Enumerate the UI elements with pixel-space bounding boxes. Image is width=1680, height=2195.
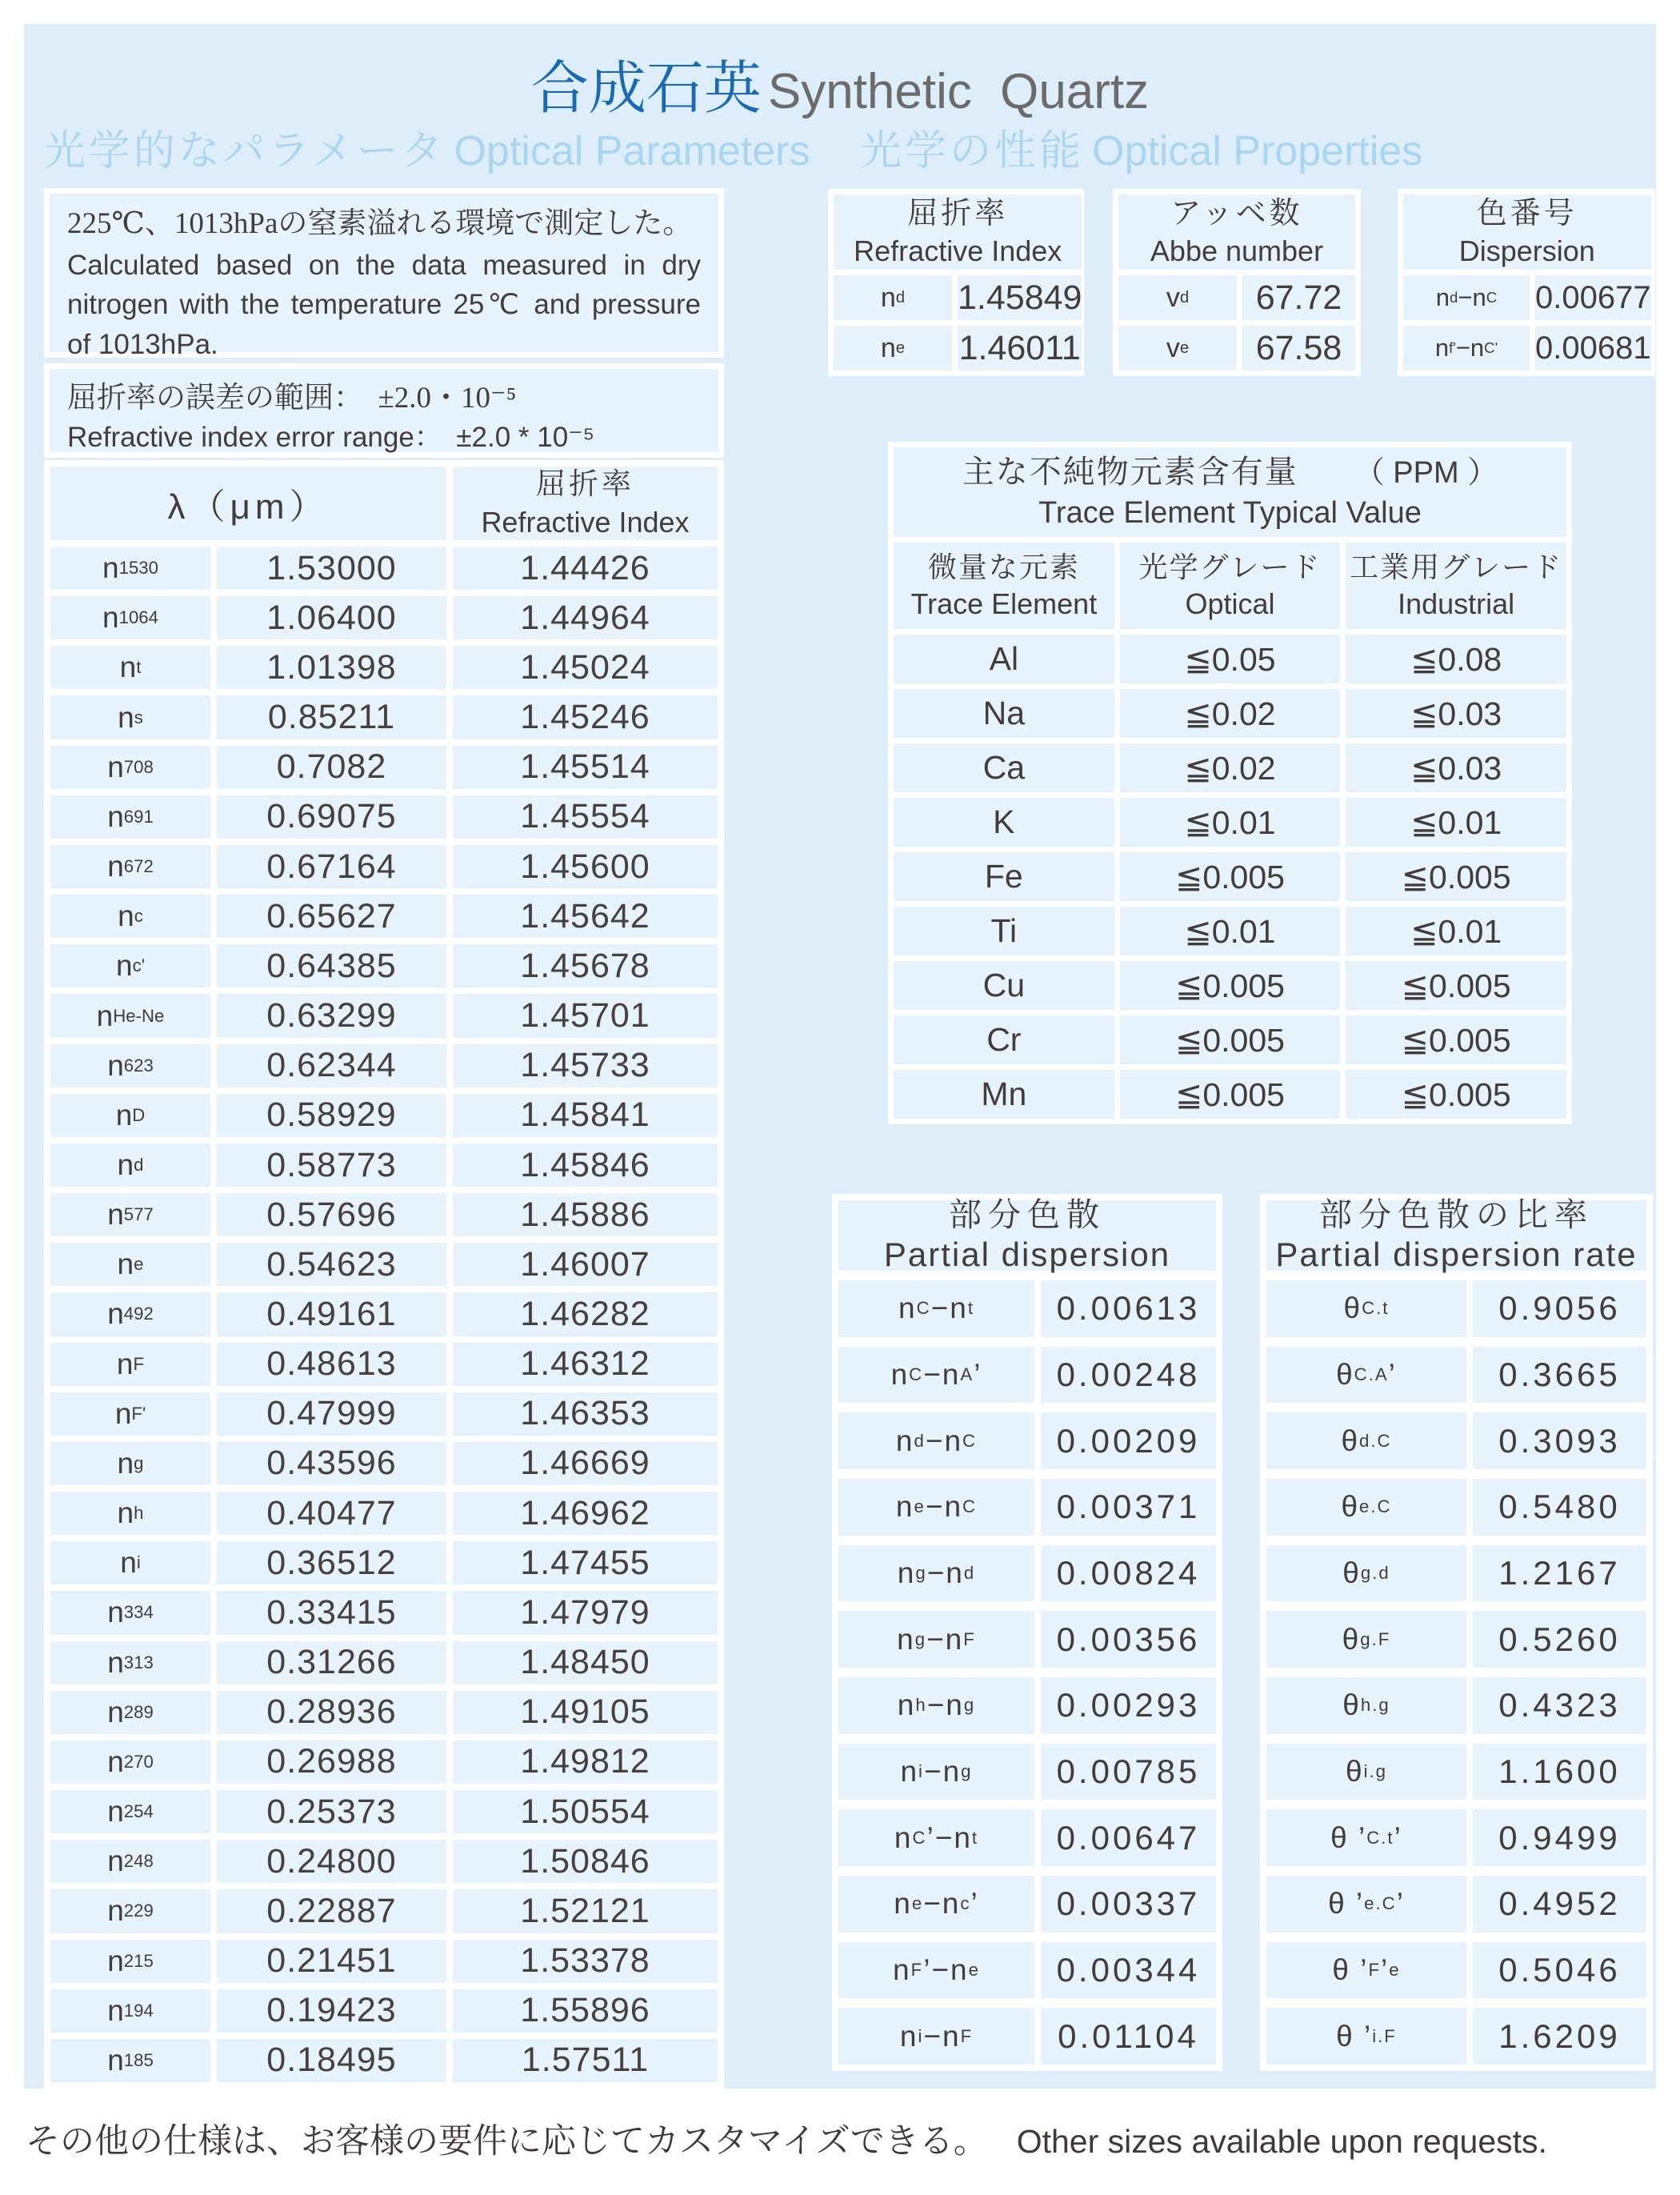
optical-grade-limit-cell: ≦0.05	[1120, 635, 1341, 683]
header-en: Industrial	[1398, 587, 1515, 620]
box-title-jp: 屈折率	[907, 196, 1009, 230]
element-symbol-cell: K	[894, 798, 1114, 847]
dispersion-pair-value-cell: 0.00209	[1041, 1412, 1216, 1469]
refractive-index-value-cell: 1.49812	[453, 1740, 718, 1784]
box-title-en: Abbe number	[1150, 234, 1324, 268]
spectral-line-label-cell: n D	[50, 1094, 210, 1137]
refractive-index-value-cell: 1.46007	[453, 1243, 718, 1286]
industrial-grade-limit-cell: ≦0.03	[1346, 743, 1566, 792]
element-symbol-cell: Fe	[894, 852, 1114, 901]
refractive-index-box-title	[834, 194, 1082, 270]
wavelength-value-cell: 0.54623	[217, 1243, 446, 1286]
header-jp: 屈折率	[536, 468, 634, 502]
theta-label-cell: θ h.g	[1266, 1677, 1466, 1734]
spectral-line-label-cell: n 577	[50, 1193, 210, 1236]
refractive-index-value-cell: 1.45701	[453, 994, 718, 1037]
wavelength-value-cell: 0.49161	[217, 1292, 446, 1336]
theta-value-cell: 0.5260	[1473, 1611, 1646, 1668]
header-jp: 光学グレード	[1138, 551, 1322, 583]
wavelength-value-cell: 0.25373	[217, 1790, 446, 1833]
header-jp: 工業用グレード	[1350, 551, 1563, 583]
theta-value-cell: 0.3093	[1473, 1412, 1646, 1469]
spectral-line-label-cell: n 254	[50, 1790, 210, 1833]
element-symbol-cell: Na	[894, 689, 1114, 738]
table-title-en: Partial dispersion	[883, 1236, 1171, 1274]
wavelength-value-cell: 1.01398	[217, 646, 446, 689]
dispersion-pair-value-cell: 0.00613	[1041, 1280, 1216, 1337]
refractive-index-value-cell: 1.45554	[453, 795, 718, 839]
refractive-index-value-cell: 1.50554	[453, 1790, 718, 1833]
measurement-note-english: Calculated based on the data measured in dry nitrogen with the temperature 25℃ and pressure of 1013hPa.	[67, 249, 701, 360]
element-symbol-cell: Mn	[894, 1070, 1114, 1119]
theta-value-cell: 0.3665	[1473, 1347, 1646, 1404]
abbe-number-box-title	[1118, 194, 1355, 270]
industrial-grade-limit-cell: ≦0.03	[1346, 689, 1566, 738]
abbe-number-box	[1113, 189, 1361, 376]
element-symbol-cell: Ca	[894, 743, 1114, 792]
index-symbol-cell: n e	[834, 326, 952, 371]
page-title	[24, 42, 1656, 125]
theta-value-cell: 0.9056	[1473, 1280, 1646, 1337]
refractive-index-value-cell: 1.48450	[453, 1641, 718, 1684]
header-jp: 微量な元素	[927, 551, 1080, 583]
spectral-line-label-cell: n He-Ne	[50, 994, 210, 1037]
wavelength-value-cell: 0.63299	[217, 994, 446, 1037]
refractive-index-value-cell: 1.46353	[453, 1392, 718, 1436]
theta-value-cell: 0.4952	[1473, 1876, 1646, 1933]
header-en: Trace Element	[910, 587, 1098, 620]
optical-grade-limit-cell: ≦0.005	[1120, 961, 1341, 1010]
spectral-line-label-cell: n 194	[50, 1989, 210, 2033]
dispersion-pair-value-cell: 0.00647	[1041, 1809, 1216, 1866]
dispersion-pair-value-cell: 0.00824	[1041, 1545, 1216, 1602]
refractive-index-value-cell: 1.46962	[453, 1492, 718, 1535]
spectral-line-label-cell: n i	[50, 1541, 210, 1584]
dispersion-pair-label-cell: n F ’−n e	[838, 1942, 1034, 1999]
spectral-line-label-cell: n 1530	[50, 547, 210, 590]
dispersion-box	[1398, 189, 1655, 376]
dispersion-value-cell: 0.00681	[1535, 326, 1651, 371]
box-title-jp: アッベ数	[1170, 196, 1303, 230]
wavelength-value-cell: 0.21451	[217, 1940, 446, 1983]
refractive-index-value-cell: 1.50846	[453, 1840, 718, 1883]
dispersion-pair-label-cell: n e −n C	[838, 1479, 1034, 1536]
section-header-jp: 光学的なパラメータ	[44, 129, 446, 174]
industrial-grade-limit-cell: ≦0.08	[1346, 635, 1566, 683]
spectral-line-label-cell: n 1064	[50, 596, 210, 639]
theta-value-cell: 0.5046	[1473, 1942, 1646, 1999]
trace-title-jp: 主な不純物元素含有量	[962, 454, 1298, 491]
dispersion-pair-value-cell: 0.00248	[1041, 1347, 1216, 1404]
refractive-index-value-cell: 1.45514	[453, 746, 718, 789]
element-symbol-cell: Ti	[894, 907, 1114, 955]
refractive-index-value-cell: 1.45024	[453, 646, 718, 689]
spectral-line-label-cell: n d	[50, 1144, 210, 1187]
optical-grade-limit-cell: ≦0.005	[1120, 1015, 1341, 1064]
trace-element-table	[888, 442, 1572, 1124]
spectral-line-label-cell: n 313	[50, 1641, 210, 1684]
refractive-index-value-cell: 1.45246	[453, 695, 718, 739]
abbe-value-cell: 67.72	[1242, 275, 1355, 320]
dispersion-pair-value-cell: 0.00785	[1041, 1744, 1216, 1800]
dispersion-value-cell: 0.00677	[1535, 275, 1651, 320]
dispersion-pair-label-cell: n g −n F	[838, 1611, 1034, 1668]
refractive-index-value-cell: 1.44964	[453, 596, 718, 639]
section-header-jp: 光学の性能	[860, 129, 1085, 174]
error-range-english: Refractive index error range： ±2.0 * 10⁻⁵	[67, 421, 595, 453]
theta-value-cell: 0.9499	[1473, 1809, 1646, 1866]
abbe-symbol-cell: v e	[1118, 326, 1237, 371]
box-title-jp: 色番号	[1476, 196, 1578, 230]
refractive-index-value-cell: 1.45841	[453, 1094, 718, 1137]
wavelength-value-cell: 0.47999	[217, 1392, 446, 1436]
industrial-grade-column-header	[1346, 543, 1566, 629]
dispersion-pair-label-cell: n i −n g	[838, 1744, 1034, 1800]
wavelength-value-cell: 0.65627	[217, 895, 446, 938]
spectral-line-label-cell: n 229	[50, 1889, 210, 1933]
table-title-jp: 部分色散	[949, 1196, 1106, 1234]
refractive-index-value-cell: 1.45642	[453, 895, 718, 938]
dispersion-pair-label-cell: n C −n A ’	[838, 1347, 1034, 1404]
wavelength-value-cell: 0.7082	[217, 746, 446, 789]
refractive-index-value-cell: 1.45846	[453, 1144, 718, 1187]
refractive-index-value-cell: 1.45886	[453, 1193, 718, 1236]
trace-element-table-title	[894, 447, 1566, 537]
wavelength-value-cell: 0.85211	[217, 695, 446, 739]
wavelength-value-cell: 0.48613	[217, 1343, 446, 1386]
wavelength-value-cell: 0.36512	[217, 1541, 446, 1584]
trace-title-line1	[962, 451, 1498, 493]
optical-grade-limit-cell: ≦0.01	[1120, 907, 1341, 955]
dispersion-pair-label-cell: n C ’−n t	[838, 1809, 1034, 1866]
theta-label-cell: θ g.d	[1266, 1545, 1466, 1602]
dispersion-pair-label-cell: n C −n t	[838, 1280, 1034, 1337]
refractive-index-value-cell: 1.46312	[453, 1343, 718, 1386]
element-symbol-cell: Cr	[894, 1015, 1114, 1064]
theta-label-cell: θ i.g	[1266, 1744, 1466, 1800]
measurement-condition-note	[44, 188, 724, 358]
trace-title-unit: （ PPM ）	[1354, 456, 1498, 491]
dispersion-pair-label-cell: n e −n c ’	[838, 1876, 1034, 1933]
element-symbol-cell: Cu	[894, 961, 1114, 1010]
industrial-grade-limit-cell: ≦0.01	[1346, 907, 1566, 955]
index-value-cell: 1.46011	[958, 326, 1082, 371]
element-symbol-cell: Al	[894, 635, 1114, 683]
wavelength-value-cell: 0.69075	[217, 795, 446, 839]
dispersion-pair-value-cell: 0.00356	[1041, 1611, 1216, 1668]
index-value-cell: 1.45849	[958, 275, 1082, 320]
wavelength-value-cell: 0.28936	[217, 1691, 446, 1734]
theta-label-cell: θ ’ C.t ’	[1266, 1809, 1466, 1866]
optical-grade-column-header	[1120, 543, 1341, 629]
table-title-jp: 部分色散の比率	[1319, 1196, 1594, 1234]
dispersion-pair-label-cell: n g −n d	[838, 1545, 1034, 1602]
table-title-en: Partial dispersion rate	[1275, 1236, 1638, 1274]
optical-grade-limit-cell: ≦0.02	[1120, 743, 1341, 792]
abbe-symbol-cell: v d	[1118, 275, 1237, 320]
dispersion-pair-value-cell: 0.00371	[1041, 1479, 1216, 1536]
theta-label-cell: θ e.C	[1266, 1479, 1466, 1536]
error-range-note	[44, 363, 724, 458]
partial-dispersion-table	[832, 1194, 1222, 2071]
wavelength-refractive-index-table	[44, 460, 724, 2089]
spectral-line-label-cell: n h	[50, 1492, 210, 1535]
refractive-index-value-cell: 1.53378	[453, 1940, 718, 1983]
spectral-line-label-cell: n c	[50, 895, 210, 938]
measurement-note-japanese: 225℃、1013hPaの窒素溢れる環境で測定した。	[67, 207, 693, 240]
wavelength-value-cell: 0.26988	[217, 1740, 446, 1784]
section-header-optical-parameters	[44, 117, 810, 177]
theta-label-cell: θ C.A ’	[1266, 1347, 1466, 1404]
dispersion-pair-label-cell: n d −n C	[838, 1412, 1034, 1469]
dispersion-box-title	[1403, 194, 1651, 270]
partial-dispersion-rate-table	[1260, 1194, 1653, 2071]
refractive-index-value-cell: 1.49105	[453, 1691, 718, 1734]
wavelength-value-cell: 0.62344	[217, 1044, 446, 1087]
section-header-optical-properties	[860, 117, 1422, 177]
dispersion-pair-value-cell: 0.00344	[1041, 1942, 1216, 1999]
wavelength-value-cell: 0.64385	[217, 944, 446, 987]
dispersion-pair-label-cell: n h −n g	[838, 1677, 1034, 1734]
spectral-line-label-cell: n s	[50, 695, 210, 739]
theta-label-cell: θ ’ F ’ e	[1266, 1942, 1466, 1999]
spectral-line-label-cell: n c'	[50, 944, 210, 987]
spectral-line-label-cell: n 185	[50, 2039, 210, 2082]
box-title-en: Dispersion	[1458, 234, 1595, 268]
refractive-index-value-cell: 1.55896	[453, 1989, 718, 2033]
refractive-index-value-cell: 1.52121	[453, 1889, 718, 1933]
spectral-line-label-cell: n 248	[50, 1840, 210, 1883]
wavelength-value-cell: 0.19423	[217, 1989, 446, 2033]
wavelength-value-cell: 0.18495	[217, 2039, 446, 2082]
industrial-grade-limit-cell: ≦0.005	[1346, 1070, 1566, 1119]
theta-label-cell: θ ’ i.F	[1266, 2008, 1466, 2065]
spectral-line-label-cell: n g	[50, 1442, 210, 1485]
header-en: Optical	[1185, 587, 1275, 620]
trace-element-column-header	[894, 543, 1114, 629]
dispersion-pair-value-cell: 0.01104	[1041, 2008, 1216, 2065]
partial-dispersion-rate-title	[1266, 1196, 1646, 1274]
wavelength-value-cell: 0.33415	[217, 1591, 446, 1634]
wavelength-value-cell: 0.31266	[217, 1641, 446, 1684]
wavelength-value-cell: 0.58773	[217, 1144, 446, 1187]
industrial-grade-limit-cell: ≦0.005	[1346, 1015, 1566, 1064]
refractive-index-value-cell: 1.44426	[453, 547, 718, 590]
wavelength-value-cell: 0.58929	[217, 1094, 446, 1137]
theta-value-cell: 0.4323	[1473, 1677, 1646, 1734]
refractive-index-value-cell: 1.57511	[453, 2039, 718, 2082]
wavelength-value-cell: 1.53000	[217, 547, 446, 590]
dispersion-pair-label-cell: n i −n F	[838, 2008, 1034, 2065]
optical-grade-limit-cell: ≦0.02	[1120, 689, 1341, 738]
spectral-line-label-cell: n 691	[50, 795, 210, 839]
page-title-english: Synthetic Quartz	[767, 64, 1150, 119]
theta-label-cell: θ C.t	[1266, 1280, 1466, 1337]
industrial-grade-limit-cell: ≦0.005	[1346, 852, 1566, 901]
wavelength-value-cell: 0.24800	[217, 1840, 446, 1883]
spectral-line-label-cell: n t	[50, 646, 210, 689]
page-title-japanese: 合成石英	[530, 57, 762, 121]
box-title-en: Refractive Index	[854, 234, 1062, 268]
dispersion-pair-value-cell: 0.00293	[1041, 1677, 1216, 1734]
spectral-line-label-cell: n 334	[50, 1591, 210, 1634]
optical-grade-limit-cell: ≦0.005	[1120, 1070, 1341, 1119]
theta-value-cell: 1.1600	[1473, 1744, 1646, 1800]
wavelength-column-header: λ（μm）	[50, 467, 446, 540]
refractive-index-value-cell: 1.45733	[453, 1044, 718, 1087]
spectral-line-label-cell: n 708	[50, 746, 210, 789]
wavelength-value-cell: 0.67164	[217, 845, 446, 888]
refractive-index-value-cell: 1.45600	[453, 845, 718, 888]
section-header-en: Optical Properties	[1092, 128, 1423, 174]
wavelength-value-cell: 0.57696	[217, 1193, 446, 1236]
section-header-en: Optical Parameters	[454, 128, 810, 174]
industrial-grade-limit-cell: ≦0.005	[1346, 961, 1566, 1010]
footer-note	[26, 2114, 1547, 2163]
index-symbol-cell: n d	[834, 275, 952, 320]
spectral-line-label-cell: n F'	[50, 1392, 210, 1436]
partial-dispersion-title	[838, 1196, 1216, 1274]
spectral-line-label-cell: n e	[50, 1243, 210, 1286]
theta-label-cell: θ g.F	[1266, 1611, 1466, 1668]
theta-label-cell: θ ’ e.C ’	[1266, 1876, 1466, 1933]
industrial-grade-limit-cell: ≦0.01	[1346, 798, 1566, 847]
trace-title-en: Trace Element Typical Value	[1038, 495, 1422, 530]
footer-note-english: Other sizes available upon requests.	[1016, 2123, 1547, 2160]
refractive-index-value-cell: 1.46282	[453, 1292, 718, 1336]
theta-value-cell: 0.5480	[1473, 1479, 1646, 1536]
optical-grade-limit-cell: ≦0.01	[1120, 798, 1341, 847]
footer-note-japanese: その他の仕様は、お客様の要件に応じてカスタマイズできる。	[26, 2123, 988, 2161]
refractive-index-box	[828, 189, 1084, 376]
datasheet-panel	[24, 24, 1656, 2089]
spectral-line-label-cell: n 623	[50, 1044, 210, 1087]
spectral-line-label-cell: n 492	[50, 1292, 210, 1336]
refractive-index-column-header	[453, 467, 718, 540]
spectral-line-label-cell: n 215	[50, 1940, 210, 1983]
spectral-line-label-cell: n 270	[50, 1740, 210, 1784]
abbe-value-cell: 67.58	[1242, 326, 1355, 371]
theta-value-cell: 1.2167	[1473, 1545, 1646, 1602]
refractive-index-value-cell: 1.45678	[453, 944, 718, 987]
spectral-line-label-cell: n 289	[50, 1691, 210, 1734]
spectral-line-label-cell: n F	[50, 1343, 210, 1386]
refractive-index-value-cell: 1.47455	[453, 1541, 718, 1584]
wavelength-value-cell: 0.43596	[217, 1442, 446, 1485]
dispersion-formula-cell: n f' −n C'	[1403, 326, 1530, 371]
theta-value-cell: 1.6209	[1473, 2008, 1646, 2065]
dispersion-pair-value-cell: 0.00337	[1041, 1876, 1216, 1933]
wavelength-value-cell: 1.06400	[217, 596, 446, 639]
wavelength-value-cell: 0.40477	[217, 1492, 446, 1535]
refractive-index-value-cell: 1.47979	[453, 1591, 718, 1634]
dispersion-formula-cell: n d −n C	[1403, 275, 1530, 320]
theta-label-cell: θ d.C	[1266, 1412, 1466, 1469]
refractive-index-value-cell: 1.46669	[453, 1442, 718, 1485]
header-en: Refractive Index	[481, 505, 690, 539]
optical-grade-limit-cell: ≦0.005	[1120, 852, 1341, 901]
error-range-japanese: 屈折率の誤差の範囲： ±2.0・10⁻⁵	[67, 382, 517, 415]
spectral-line-label-cell: n 672	[50, 845, 210, 888]
wavelength-value-cell: 0.22887	[217, 1889, 446, 1933]
